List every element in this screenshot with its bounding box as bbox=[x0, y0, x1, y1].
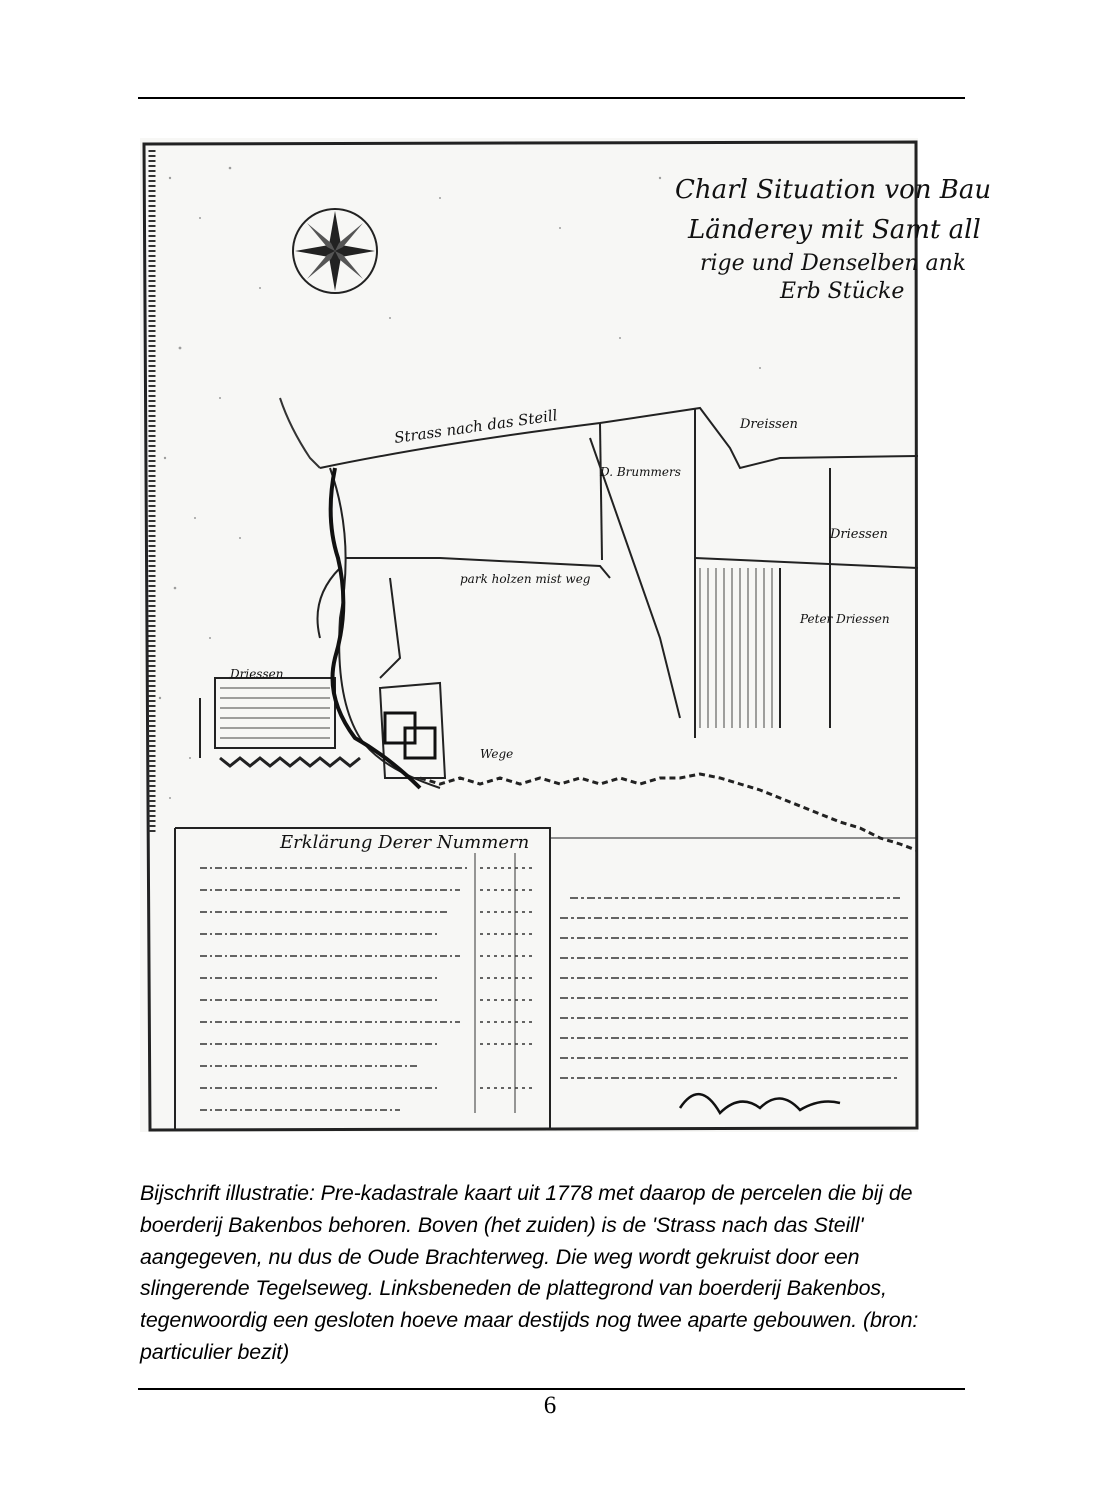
page-number: 6 bbox=[543, 1392, 557, 1419]
svg-text:Dreissen: Dreissen bbox=[740, 417, 798, 432]
svg-text:Länderey mit Samt all: Länderey mit Samt all bbox=[688, 215, 981, 245]
svg-text:rige und Denselben ank: rige und Denselben ank bbox=[700, 251, 967, 276]
compass-rose-icon bbox=[293, 209, 377, 293]
svg-text:Peter Driessen: Peter Driessen bbox=[800, 612, 890, 626]
bottom-rule bbox=[138, 1388, 965, 1390]
svg-text:Driessen: Driessen bbox=[830, 527, 888, 542]
svg-text:Driessen: Driessen bbox=[230, 667, 284, 681]
svg-text:Charl Situation von Bau: Charl Situation von Bau bbox=[675, 175, 992, 205]
svg-text:Erb Stücke: Erb Stücke bbox=[780, 279, 905, 304]
svg-text:Strass nach das Steill: Strass nach das Steill bbox=[393, 406, 559, 447]
figure-caption: Bijschrift illustratie: Pre-kadastrale kaart uit 1778 met daarop de percelen die bij de boerderij Bakenbos behoren. Boven (het zuiden) is de 'Strass nach das Steill' aangegeven, nu dus de Oude Brachterweg. Die weg wordt gekruist door een slingerende Tegelseweg. Linksbeneden de plattegrond van boerderij Bakenbos, tegenwoordig een gesloten hoeve maar destijds nog twee aparte gebouwen. (bron: particulier bezit) bbox=[140, 1181, 919, 1364]
historical-map-1778 bbox=[140, 138, 992, 1132]
svg-text:D. Brummers: D. Brummers bbox=[600, 465, 681, 479]
svg-text:park holzen mist weg: park holzen mist weg bbox=[460, 572, 591, 586]
svg-text:Erklärung Derer Nummern: Erklärung Derer Nummern bbox=[280, 832, 530, 853]
top-rule bbox=[138, 97, 965, 99]
svg-text:Wege: Wege bbox=[480, 747, 514, 761]
